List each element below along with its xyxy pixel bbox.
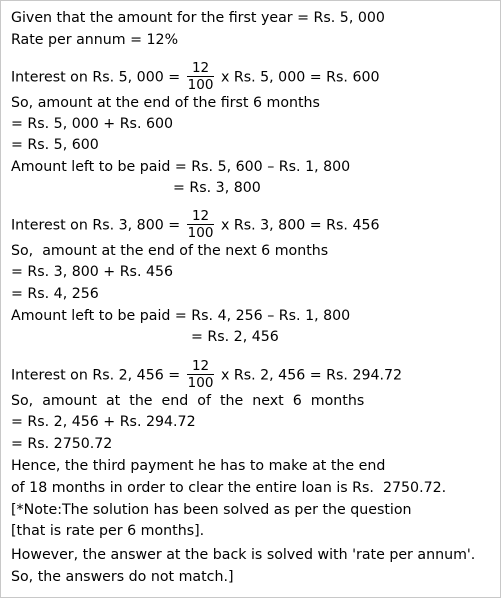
text-line: So, amount at the end of the next 6 months [11,393,365,409]
text-line: = Rs. 5, 000 + Rs. 600 [11,116,174,132]
interest-prefix: Interest on Rs. 2, 456 = [11,367,185,384]
fraction-numerator: 12 [191,60,210,76]
interest-line [11,209,380,242]
text-line: = Rs. 2, 456 + Rs. 294.72 [11,414,196,430]
text-line: = Rs. 2, 456 [191,329,279,345]
text-line: Rate per annum = 12% [11,32,179,48]
interest-line [11,61,380,94]
text-line: = Rs. 3, 800 [173,180,261,196]
fraction-denominator: 100 [187,375,214,391]
interest-suffix: x Rs. 3, 800 = Rs. 456 [216,217,380,234]
text-line: So, amount at the end of the next 6 months [11,243,329,259]
interest-prefix: Interest on Rs. 3, 800 = [11,217,185,234]
text-line: [that is rate per 6 months]. [11,523,205,539]
text-line: So, amount at the end of the first 6 months [11,95,320,111]
rate-fraction [187,358,215,391]
interest-line [11,359,402,392]
text-line: So, the answers do not match.] [11,569,234,585]
text-line: Hence, the third payment he has to make at the end [11,458,386,474]
text-line: Given that the amount for the first year = Rs. 5, 000 [11,10,385,26]
text-line: = Rs. 4, 256 [11,286,99,302]
text-line: of 18 months in order to clear the entire loan is Rs. 2750.72. [11,480,447,496]
fraction-denominator: 100 [187,225,214,241]
interest-prefix: Interest on Rs. 5, 000 = [11,69,185,86]
text-line: [*Note:The solution has been solved as per the question [11,502,412,518]
text-line: = Rs. 2750.72 [11,436,113,452]
fraction-numerator: 12 [191,208,210,224]
rate-fraction [187,208,215,241]
text-line: = Rs. 5, 600 [11,137,99,153]
fraction-numerator: 12 [191,358,210,374]
interest-suffix: x Rs. 2, 456 = Rs. 294.72 [216,367,403,384]
text-line: Amount left to be paid = Rs. 4, 256 – Rs. 1, 800 [11,308,351,324]
interest-suffix: x Rs. 5, 000 = Rs. 600 [216,69,380,86]
rate-fraction [187,60,215,93]
text-line: = Rs. 3, 800 + Rs. 456 [11,264,174,280]
text-line: However, the answer at the back is solved with 'rate per annum'. [11,547,476,563]
fraction-denominator: 100 [187,77,214,93]
text-line: Amount left to be paid = Rs. 5, 600 – Rs. 1, 800 [11,159,351,175]
